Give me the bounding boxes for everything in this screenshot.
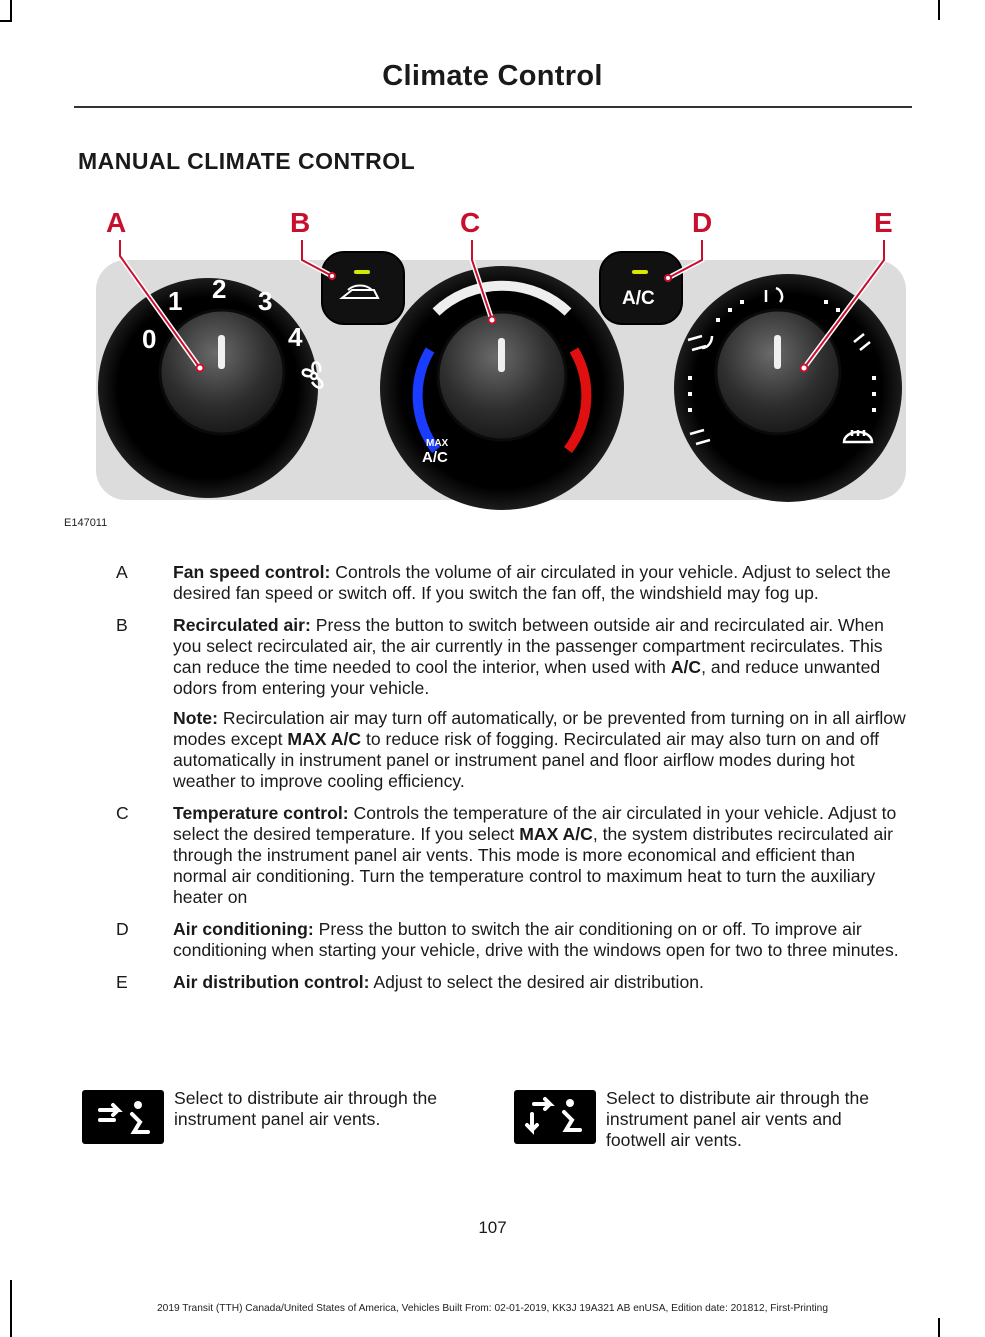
callout-b: B bbox=[290, 207, 311, 238]
fan-label-3: 3 bbox=[258, 286, 273, 316]
definition-e bbox=[80, 972, 910, 993]
definition-body: Controls the temperature of the air circulated in your vehicle. Adjust to select the desired temperature. If you select bbox=[173, 803, 897, 844]
definition-body: Controls the volume of air circulated in your vehicle. Adjust to select the desired fan speed or switch off. If you switch the fan off, the windshield may fog up. bbox=[173, 562, 891, 603]
definition-body: Press the button to switch the air conditioning on or off. To improve air conditioning when starting your vehicle, drive with the windows open for two to three minutes. bbox=[173, 919, 899, 960]
panel-vent-description: Select to distribute air through the instrument panel air vents. bbox=[174, 1088, 438, 1129]
fan-label-4: 4 bbox=[288, 322, 303, 352]
definition-term: Fan speed control: bbox=[173, 562, 331, 582]
note-body-end: to reduce risk of fogging. Recirculated air may also turn on and off automatically in instrument panel or instrument panel and floor airflow modes during hot weather to improve cooling efficiency. bbox=[173, 729, 880, 791]
callout-e: E bbox=[874, 207, 893, 238]
definition-term: Temperature control: bbox=[173, 803, 349, 823]
definition-d bbox=[80, 919, 910, 961]
climate-control-figure bbox=[64, 200, 912, 530]
definition-term: Air conditioning: bbox=[173, 919, 314, 939]
definition-a bbox=[80, 562, 910, 604]
definition-letter: B bbox=[116, 615, 128, 635]
definition-term: Recirculated air: bbox=[173, 615, 311, 635]
crop-mark-top-left-h bbox=[0, 20, 12, 22]
fan-label-1: 1 bbox=[168, 286, 183, 316]
header-divider bbox=[74, 106, 912, 108]
temperature-dial bbox=[380, 266, 624, 510]
max-ac-small-label: MAX bbox=[426, 438, 449, 449]
panel-floor-vent-icon bbox=[514, 1090, 596, 1144]
airflow-mode-icons bbox=[82, 1088, 912, 1158]
panel-vent-icon bbox=[82, 1090, 164, 1144]
definition-letter: E bbox=[116, 972, 128, 992]
ac-button-label: A/C bbox=[622, 288, 655, 309]
definition-body-end: , and reduce unwanted odors from entering your vehicle. bbox=[173, 657, 881, 698]
ac-button bbox=[600, 252, 682, 324]
section-title: MANUAL CLIMATE CONTROL bbox=[78, 148, 416, 174]
definition-body-end: , the system distributes recirculated air through the instrument panel air vents. This mode is more economical and efficient than normal air conditioning. Turn the temperature control to maximum heat to turn the auxiliary heater on bbox=[173, 824, 894, 907]
definition-keyword: MAX A/C bbox=[519, 824, 593, 844]
callout-d: D bbox=[692, 207, 713, 238]
crop-mark-top-right-v bbox=[938, 0, 940, 20]
note-keyword: MAX A/C bbox=[287, 729, 362, 749]
page-number: 107 bbox=[478, 1218, 507, 1237]
crop-mark-bottom-right-v bbox=[938, 1318, 940, 1337]
max-ac-label: A/C bbox=[422, 449, 448, 466]
definition-c bbox=[80, 803, 910, 908]
page-footer: 2019 Transit (TTH) Canada/United States of America, Vehicles Built From: 02-01-2019, KK3J 19A321 AB enUSA, Edition date: 201812, First-Printing bbox=[156, 1303, 829, 1314]
note-body: Recirculation air may turn off automatically, or be prevented from turning on in all airflow modes except bbox=[173, 708, 906, 749]
definition-letter: A bbox=[116, 562, 128, 582]
chapter-title: Climate Control bbox=[382, 60, 603, 92]
callout-a: A bbox=[106, 207, 127, 238]
fan-label-0: 0 bbox=[142, 324, 157, 354]
note-label: Note: bbox=[173, 708, 218, 728]
crop-mark-top-left-v bbox=[10, 0, 12, 20]
callout-c: C bbox=[460, 207, 481, 238]
definition-letter: D bbox=[116, 919, 129, 939]
definition-body: Press the button to switch between outside air and recirculated air. When you select recirculated air, the air currently in the passenger compartment recirculates. This can reduce the time needed to cool the interior, when used with bbox=[173, 615, 884, 677]
image-code: E147011 bbox=[64, 517, 108, 529]
definition-letter: C bbox=[116, 803, 129, 823]
panel-floor-vent-description: Select to distribute air through the instrument panel air vents and footwell air vents. bbox=[606, 1088, 870, 1150]
definition-body: Adjust to select the desired air distribution. bbox=[369, 972, 704, 992]
definition-list bbox=[80, 562, 910, 1004]
fan-label-2: 2 bbox=[212, 274, 227, 304]
definition-keyword: A/C bbox=[670, 657, 702, 677]
definition-b bbox=[80, 615, 910, 699]
climate-control-illustration bbox=[64, 200, 912, 530]
recirculation-note bbox=[173, 708, 910, 792]
air-distribution-dial bbox=[674, 274, 902, 502]
definition-term: Air distribution control: bbox=[173, 972, 370, 992]
recirculation-button bbox=[322, 252, 404, 324]
